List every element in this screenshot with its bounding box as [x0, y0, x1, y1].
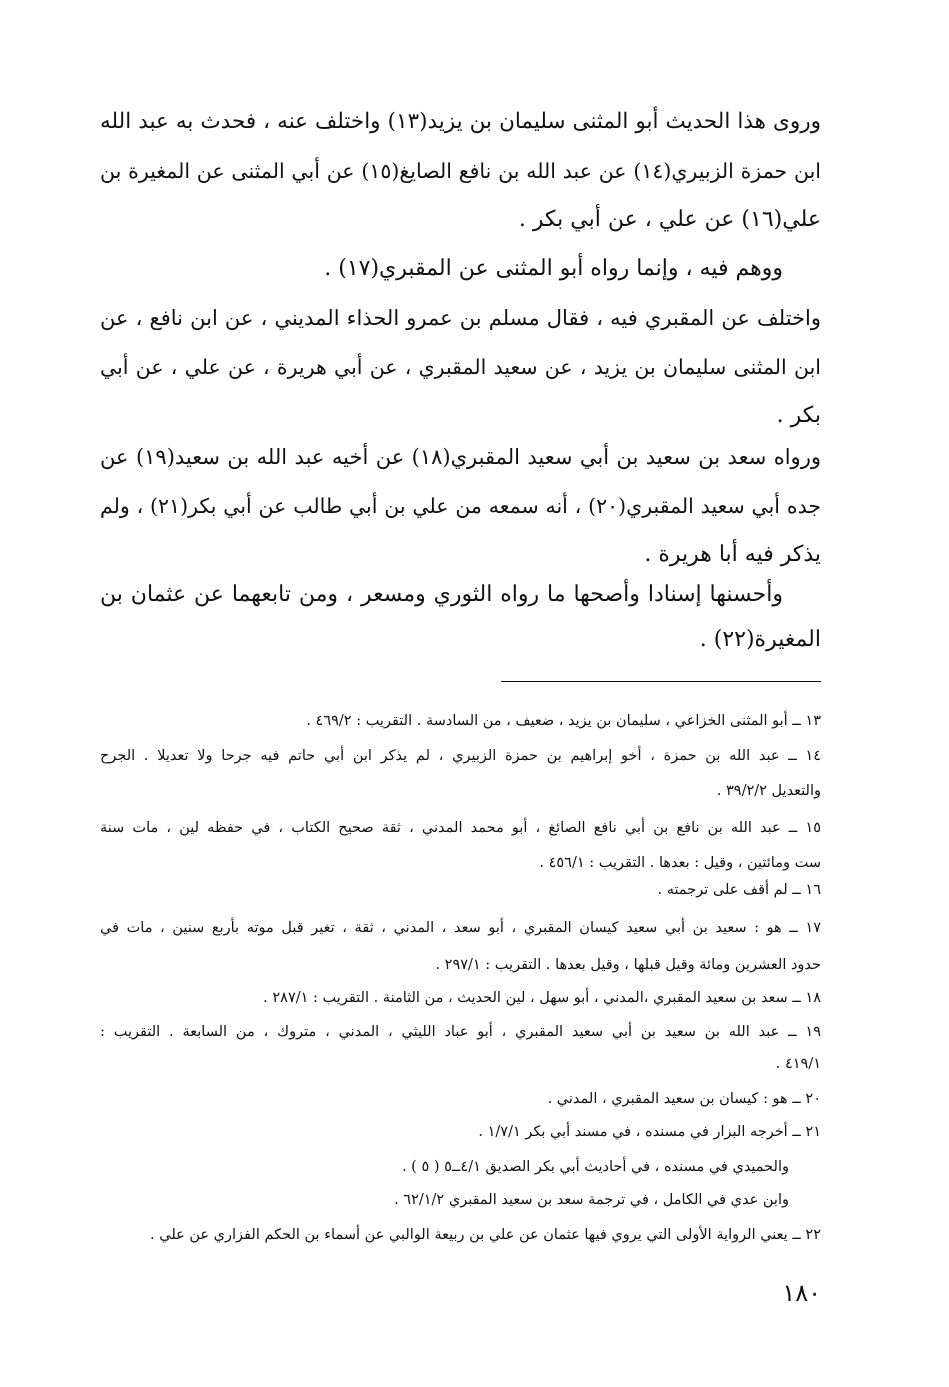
footnote-line: والحميدي في مسنده ، في أحاديث أبي بكر الصديق ٤/١ــ٥ ( ٥ ) .	[401, 1159, 789, 1175]
footnote-line: ١٧ ــ هو : سعيد بن أبي سعيد كيسان المقبري ، أبو سعد ، المدني ، ثقة ، تغير قبل موته بأربع سنين ، مات في	[100, 920, 821, 936]
footnote-line: حدود العشرين ومائة وقيل قبلها ، وقيل بعدها . التقريب : ٢٩٧/١ .	[435, 957, 821, 973]
body-line: ورواه سعد بن سعيد بن أبي سعيد المقبري(١٨) عن أخيه عبد الله بن سعيد(١٩) عن	[100, 445, 821, 469]
body-line: وروى هذا الحديث أبو المثنى سليمان بن يزيد(١٣) واختلف عنه ، فحدث به عبد الله	[100, 109, 822, 134]
footnote-line: ١٣ ــ أبو المثنى الخزاعي ، سليمان بن يزيد ، ضعيف ، من السادسة . التقريب : ٤٦٩/٢ .	[306, 713, 821, 729]
body-line: وأحسنها إسنادا وأصحها ما رواه الثوري ومسعر ، ومن تابعهما عن عثمان بن	[100, 582, 783, 607]
footnote-separator	[501, 681, 821, 682]
body-line: واختلف عن المقبري فيه ، فقال مسلم بن عمرو الحذاء المديني ، عن ابن نافع ، عن	[100, 306, 821, 330]
footnote-line: ١٩ ــ عبد الله بن سعيد بن أبي سعيد المقبري ، أبو عباد الليثي ، المدني ، متروك ، من السابعة . التقريب :	[100, 1024, 821, 1040]
footnote-line: والتعديل ٣٩/٢/٢ .	[716, 783, 821, 799]
footnote-line: ١٦ ــ لم أقف على ترجمته .	[657, 882, 821, 898]
body-line: المغيرة(٢٢) .	[699, 627, 821, 652]
body-line: ابن حمزة الزبيري(١٤) عن عبد الله بن نافع الصايغ(١٥) عن أبي المثنى عن المغيرة بن	[100, 159, 821, 183]
footnote-line: ٢١ ــ أخرجه البزار في مسنده ، في مسند أبي بكر ١/٧/١ .	[478, 1124, 821, 1140]
body-line: يذكر فيه أبا هريرة .	[644, 542, 821, 567]
body-line: علي(١٦) عن علي ، عن أبي بكر .	[518, 207, 821, 232]
page-number: ١٨٠	[782, 1279, 821, 1307]
body-line: جده أبي سعيد المقبري(٢٠) ، أنه سمعه من علي بن أبي طالب عن أبي بكر(٢١) ، ولم	[100, 494, 821, 518]
body-line: بكر .	[776, 403, 821, 428]
footnote-line: ٢٢ ــ يعني الرواية الأولى التي يروي فيها عثمان عن علي بن ربيعة الوالبي عن أسماء بن الحكم الفزاري عن علي .	[150, 1227, 821, 1243]
footnote-line: ١٥ ــ عبد الله بن نافع بن أبي نافع الصائغ ، أبو محمد المدني ، ثقة صحيح الكتاب ، في حفظه لين ، مات سنة	[100, 820, 821, 836]
footnote-line: ١٨ ــ سعد بن سعيد المقبري ،المدني ، أبو سهل ، لين الحديث ، من الثامنة . التقريب : ٢٨٧/١ .	[263, 990, 821, 1006]
footnote-line: ست ومائتين ، وقيل : بعدها . التقريب : ٤٥٦/١ .	[539, 855, 821, 871]
body-line: ابن المثنى سليمان بن يزيد ، عن سعيد المقبري ، عن أبي هريرة ، عن علي ، عن أبي	[100, 355, 821, 379]
body-line: ووهم فيه ، وإنما رواه أبو المثنى عن المقبري(١٧) .	[324, 256, 783, 281]
footnote-line: ٤١٩/١ .	[775, 1056, 821, 1072]
footnote-line: وابن عدي في الكامل ، في ترجمة سعد بن سعيد المقبري ٦٢/١/٢ .	[394, 1192, 789, 1208]
footnote-line: ١٤ ــ عبد الله بن حمزة ، أخو إبراهيم بن حمزة الزبيري ، لم يذكر ابن أبي حاتم فيه جرحا ولا تعديلا . الجرح	[100, 748, 821, 764]
footnote-line: ٢٠ ــ هو : كيسان بن سعيد المقبري ، المدني .	[547, 1091, 821, 1107]
